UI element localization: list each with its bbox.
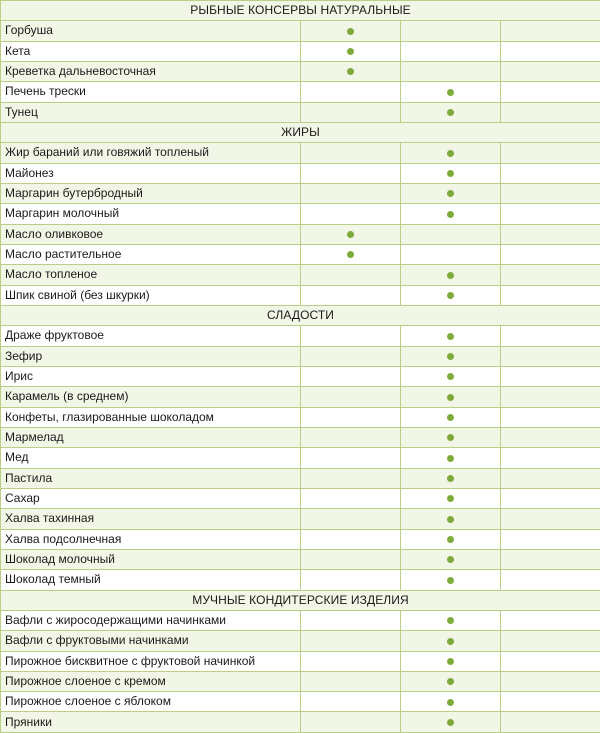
green-dot-icon (447, 495, 454, 502)
green-dot-icon (447, 333, 454, 340)
food-name-cell: Вафли с жиросодержащими начинками (1, 610, 301, 630)
section-title: ЖИРЫ (1, 122, 600, 142)
mark-cell-3 (501, 41, 600, 61)
mark-cell-2 (401, 326, 501, 346)
mark-cell-3 (501, 407, 600, 427)
green-dot-icon (447, 475, 454, 482)
mark-cell-2 (401, 651, 501, 671)
green-dot-icon (347, 28, 354, 35)
food-name-cell: Шоколад темный (1, 570, 301, 590)
green-dot-icon (447, 556, 454, 563)
mark-cell-3 (501, 224, 600, 244)
mark-cell-1 (301, 651, 401, 671)
mark-cell-3 (501, 712, 600, 732)
mark-cell-1 (301, 407, 401, 427)
mark-cell-3 (501, 509, 600, 529)
food-name-cell: Жир бараний или говяжий топленый (1, 143, 301, 163)
mark-cell-2 (401, 244, 501, 264)
mark-cell-2 (401, 529, 501, 549)
mark-cell-2 (401, 41, 501, 61)
table-row (1, 21, 600, 41)
food-name-cell: Зефир (1, 346, 301, 366)
green-dot-icon (347, 251, 354, 258)
mark-cell-2 (401, 224, 501, 244)
green-dot-icon (447, 699, 454, 706)
table-row (1, 692, 600, 712)
mark-cell-1 (301, 102, 401, 122)
mark-cell-3 (501, 692, 600, 712)
mark-cell-1 (301, 692, 401, 712)
mark-cell-1 (301, 244, 401, 264)
food-name-cell: Конфеты, глазированные шоколадом (1, 407, 301, 427)
section-title: РЫБНЫЕ КОНСЕРВЫ НАТУРАЛЬНЫЕ (1, 1, 600, 21)
section-header-row (1, 122, 600, 142)
green-dot-icon (447, 272, 454, 279)
table-row (1, 468, 600, 488)
mark-cell-1 (301, 509, 401, 529)
table-row (1, 387, 600, 407)
mark-cell-2 (401, 549, 501, 569)
food-name-cell: Пирожное слоеное с кремом (1, 671, 301, 691)
mark-cell-3 (501, 82, 600, 102)
green-dot-icon (447, 658, 454, 665)
section-header-row (1, 1, 600, 21)
mark-cell-2 (401, 407, 501, 427)
mark-cell-2 (401, 570, 501, 590)
green-dot-icon (347, 231, 354, 238)
food-name-cell: Маргарин молочный (1, 204, 301, 224)
table-row (1, 671, 600, 691)
mark-cell-2 (401, 671, 501, 691)
mark-cell-1 (301, 82, 401, 102)
mark-cell-3 (501, 427, 600, 447)
food-name-cell: Ирис (1, 366, 301, 386)
mark-cell-2 (401, 21, 501, 41)
mark-cell-3 (501, 529, 600, 549)
food-name-cell: Халва подсолнечная (1, 529, 301, 549)
food-name-cell: Креветка дальневосточная (1, 61, 301, 81)
food-name-cell: Печень трески (1, 82, 301, 102)
green-dot-icon (447, 211, 454, 218)
green-dot-icon (447, 516, 454, 523)
mark-cell-3 (501, 549, 600, 569)
green-dot-icon (447, 455, 454, 462)
table-row (1, 143, 600, 163)
food-name-cell: Карамель (в среднем) (1, 387, 301, 407)
food-name-cell: Тунец (1, 102, 301, 122)
food-name-cell: Горбуша (1, 21, 301, 41)
mark-cell-2 (401, 204, 501, 224)
mark-cell-1 (301, 427, 401, 447)
table-row (1, 488, 600, 508)
mark-cell-1 (301, 468, 401, 488)
mark-cell-2 (401, 102, 501, 122)
table-row (1, 407, 600, 427)
table-row (1, 61, 600, 81)
mark-cell-2 (401, 631, 501, 651)
mark-cell-3 (501, 61, 600, 81)
mark-cell-2 (401, 346, 501, 366)
table-row (1, 427, 600, 447)
mark-cell-3 (501, 285, 600, 305)
mark-cell-3 (501, 631, 600, 651)
green-dot-icon (447, 170, 454, 177)
mark-cell-2 (401, 448, 501, 468)
green-dot-icon (447, 536, 454, 543)
mark-cell-3 (501, 651, 600, 671)
mark-cell-2 (401, 82, 501, 102)
section-title: МУЧНЫЕ КОНДИТЕРСКИЕ ИЗДЕЛИЯ (1, 590, 600, 610)
mark-cell-2 (401, 183, 501, 203)
food-name-cell: Масло оливковое (1, 224, 301, 244)
food-name-cell: Вафли с фруктовыми начинками (1, 631, 301, 651)
table-row (1, 285, 600, 305)
mark-cell-2 (401, 488, 501, 508)
food-name-cell: Пирожное слоеное с яблоком (1, 692, 301, 712)
mark-cell-1 (301, 631, 401, 651)
mark-cell-2 (401, 163, 501, 183)
mark-cell-3 (501, 244, 600, 264)
green-dot-icon (447, 89, 454, 96)
green-dot-icon (447, 414, 454, 421)
green-dot-icon (447, 109, 454, 116)
mark-cell-1 (301, 183, 401, 203)
mark-cell-3 (501, 468, 600, 488)
table-row (1, 163, 600, 183)
mark-cell-1 (301, 163, 401, 183)
green-dot-icon (447, 719, 454, 726)
table-row (1, 102, 600, 122)
food-name-cell: Халва тахинная (1, 509, 301, 529)
mark-cell-1 (301, 204, 401, 224)
food-name-cell: Сахар (1, 488, 301, 508)
mark-cell-2 (401, 265, 501, 285)
table-row (1, 509, 600, 529)
table-row (1, 326, 600, 346)
food-name-cell: Масло растительное (1, 244, 301, 264)
table-row (1, 183, 600, 203)
green-dot-icon (447, 292, 454, 299)
mark-cell-2 (401, 285, 501, 305)
mark-cell-1 (301, 61, 401, 81)
food-name-cell: Майонез (1, 163, 301, 183)
mark-cell-3 (501, 21, 600, 41)
mark-cell-1 (301, 570, 401, 590)
section-header-row (1, 590, 600, 610)
green-dot-icon (447, 617, 454, 624)
table-row (1, 448, 600, 468)
mark-cell-1 (301, 448, 401, 468)
food-name-cell: Шпик свиной (без шкурки) (1, 285, 301, 305)
mark-cell-1 (301, 285, 401, 305)
mark-cell-2 (401, 387, 501, 407)
mark-cell-2 (401, 143, 501, 163)
table-row (1, 570, 600, 590)
mark-cell-3 (501, 102, 600, 122)
food-name-cell: Пирожное бисквитное с фруктовой начинкой (1, 651, 301, 671)
mark-cell-2 (401, 366, 501, 386)
mark-cell-1 (301, 671, 401, 691)
green-dot-icon (447, 190, 454, 197)
mark-cell-3 (501, 183, 600, 203)
green-dot-icon (447, 678, 454, 685)
mark-cell-1 (301, 712, 401, 732)
table-row (1, 244, 600, 264)
table-body (1, 1, 600, 733)
table-row (1, 82, 600, 102)
food-name-cell: Драже фруктовое (1, 326, 301, 346)
table-row (1, 529, 600, 549)
section-header-row (1, 305, 600, 325)
table-row (1, 651, 600, 671)
table-row (1, 204, 600, 224)
mark-cell-1 (301, 21, 401, 41)
food-name-cell: Пряники (1, 712, 301, 732)
mark-cell-2 (401, 610, 501, 630)
mark-cell-3 (501, 387, 600, 407)
table-row (1, 549, 600, 569)
mark-cell-3 (501, 346, 600, 366)
mark-cell-1 (301, 387, 401, 407)
green-dot-icon (447, 150, 454, 157)
table-row (1, 224, 600, 244)
green-dot-icon (447, 373, 454, 380)
mark-cell-3 (501, 488, 600, 508)
mark-cell-1 (301, 366, 401, 386)
section-title: СЛАДОСТИ (1, 305, 600, 325)
green-dot-icon (447, 434, 454, 441)
food-name-cell: Шоколад молочный (1, 549, 301, 569)
mark-cell-3 (501, 326, 600, 346)
green-dot-icon (347, 68, 354, 75)
table-row (1, 41, 600, 61)
green-dot-icon (447, 394, 454, 401)
mark-cell-1 (301, 549, 401, 569)
mark-cell-3 (501, 163, 600, 183)
mark-cell-2 (401, 712, 501, 732)
mark-cell-3 (501, 366, 600, 386)
mark-cell-1 (301, 326, 401, 346)
table-row (1, 631, 600, 651)
mark-cell-1 (301, 529, 401, 549)
table-row (1, 346, 600, 366)
mark-cell-2 (401, 61, 501, 81)
mark-cell-1 (301, 41, 401, 61)
green-dot-icon (447, 577, 454, 584)
green-dot-icon (447, 638, 454, 645)
mark-cell-3 (501, 448, 600, 468)
table-row (1, 610, 600, 630)
food-name-cell: Кета (1, 41, 301, 61)
mark-cell-1 (301, 610, 401, 630)
food-name-cell: Мармелад (1, 427, 301, 447)
mark-cell-3 (501, 610, 600, 630)
mark-cell-3 (501, 265, 600, 285)
mark-cell-1 (301, 143, 401, 163)
food-name-cell: Мед (1, 448, 301, 468)
mark-cell-3 (501, 671, 600, 691)
mark-cell-1 (301, 265, 401, 285)
food-name-cell: Пастила (1, 468, 301, 488)
mark-cell-2 (401, 509, 501, 529)
mark-cell-3 (501, 143, 600, 163)
green-dot-icon (447, 353, 454, 360)
table-row (1, 366, 600, 386)
mark-cell-2 (401, 427, 501, 447)
mark-cell-2 (401, 692, 501, 712)
table-row (1, 265, 600, 285)
mark-cell-2 (401, 468, 501, 488)
mark-cell-3 (501, 570, 600, 590)
table-row (1, 712, 600, 732)
food-name-cell: Маргарин бутербродный (1, 183, 301, 203)
green-dot-icon (347, 48, 354, 55)
food-name-cell: Масло топленое (1, 265, 301, 285)
mark-cell-1 (301, 224, 401, 244)
mark-cell-1 (301, 488, 401, 508)
mark-cell-3 (501, 204, 600, 224)
mark-cell-1 (301, 346, 401, 366)
